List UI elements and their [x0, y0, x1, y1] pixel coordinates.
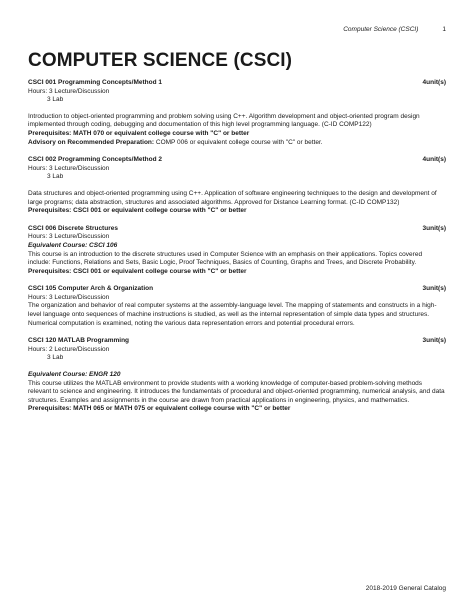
course-units: 4unit(s): [422, 79, 446, 86]
course-prerequisites: Prerequisites: CSCI 001 or equivalent college course with "C" or better: [28, 267, 247, 275]
course-description: The organization and behavior of real computer systems at the assembly-language level. The mapping of statements and constructs in a high-level language onto sequences of machine instructions is studied, as well as the internal representation of simple data types and structures. Numerical computation is examined, noting the various data representation errors and potential procedural errors.: [28, 302, 437, 327]
course-units: 3unit(s): [422, 224, 446, 232]
course-heading: [28, 285, 446, 294]
advisory-text: COMP 006 or equivalent college course with "C" or better.: [154, 138, 323, 146]
course-lab-hours: 3 Lab: [47, 354, 64, 362]
catalog-footer: 2018-2019 General Catalog: [365, 585, 446, 592]
course-description: This course utilizes the MATLAB environment to provide students with a working knowledge of computer-based problem-solving methods relevant to science and engineering. It introduces the fundamentals of procedural and object-oriented programming, numerical analysis, and data structures. Examples and assignments in the course are drawn from practical applications in engineering, physics, and mathematics.: [28, 379, 445, 404]
course-prerequisites: Prerequisites: MATH 065 or MATH 075 or equivalent college course with "C" or better: [28, 405, 291, 413]
advisory-label: Advisory on Recommended Preparation:: [28, 138, 155, 146]
course-equivalent: Equivalent Course: ENGR 120: [28, 371, 121, 379]
course-hours: Hours: 3 Lecture/Discussion: [28, 233, 110, 241]
course-hours: Hours: 3 Lecture/Discussion: [28, 164, 110, 172]
course-csci-120: [28, 337, 446, 414]
course-advisory: [28, 139, 446, 148]
course-lab-hours: 3 Lab: [47, 96, 64, 104]
page-title: COMPUTER SCIENCE (CSCI): [28, 50, 293, 71]
course-hours: Hours: 2 Lecture/Discussion: [28, 345, 110, 353]
course-name: CSCI 105 Computer Arch & Organization: [28, 285, 154, 293]
course-name: CSCI 120 MATLAB Programming: [28, 337, 130, 345]
course-hours: Hours: 3 Lecture/Discussion: [28, 293, 110, 301]
course-name: CSCI 001 Programming Concepts/Method 1: [28, 79, 162, 86]
course-prerequisites: Prerequisites: CSCI 001 or equivalent college course with "C" or better: [28, 207, 247, 215]
course-equivalent: Equivalent Course: CSCI 106: [28, 241, 118, 249]
course-name: CSCI 006 Discrete Structures: [28, 224, 118, 232]
course-units: 3unit(s): [422, 285, 446, 293]
course-heading: [28, 225, 446, 234]
course-units: 3unit(s): [422, 337, 446, 345]
course-name: CSCI 002 Programming Concepts/Method 2: [28, 156, 162, 164]
course-heading: [28, 337, 446, 346]
running-title: Computer Science (CSCI): [343, 26, 419, 33]
course-csci-001: [28, 79, 446, 147]
course-heading: [28, 79, 446, 88]
course-csci-105: [28, 285, 446, 328]
course-csci-002: [28, 156, 446, 216]
course-prerequisites: Prerequisites: MATH 070 or equivalent college course with "C" or better: [28, 129, 250, 137]
page-number: 1: [442, 26, 446, 33]
course-hours: Hours: 3 Lecture/Discussion: [28, 87, 110, 95]
course-heading: [28, 156, 446, 165]
course-units: 4unit(s): [422, 156, 446, 164]
course-lab-hours: 3 Lab: [47, 173, 64, 181]
course-list: [28, 79, 446, 423]
course-csci-006: [28, 225, 446, 277]
course-description: This course is an introduction to the discrete structures used in Computer Science with an emphasis on their applications. Topics covered include: Functions, Relations and Sets, Basic Logic, Proof Techniques, Basics of Counting, Graphs and Trees, and Discrete Probability.: [28, 250, 423, 267]
course-description: Introduction to object-oriented programming and problem solving using C++. Algorithm development and object-oriented program design implemented through coding, debugging and documentation of this high level programming language. (C-ID COMP122): [28, 112, 420, 129]
course-description: Data structures and object-oriented programming using C++. Application of software engineering techniques to the design and development of large programs; data abstraction, structures and associated algorithms. Approved for Distance Learning format. (C-ID COMP132): [28, 189, 437, 206]
running-header: [343, 26, 446, 33]
